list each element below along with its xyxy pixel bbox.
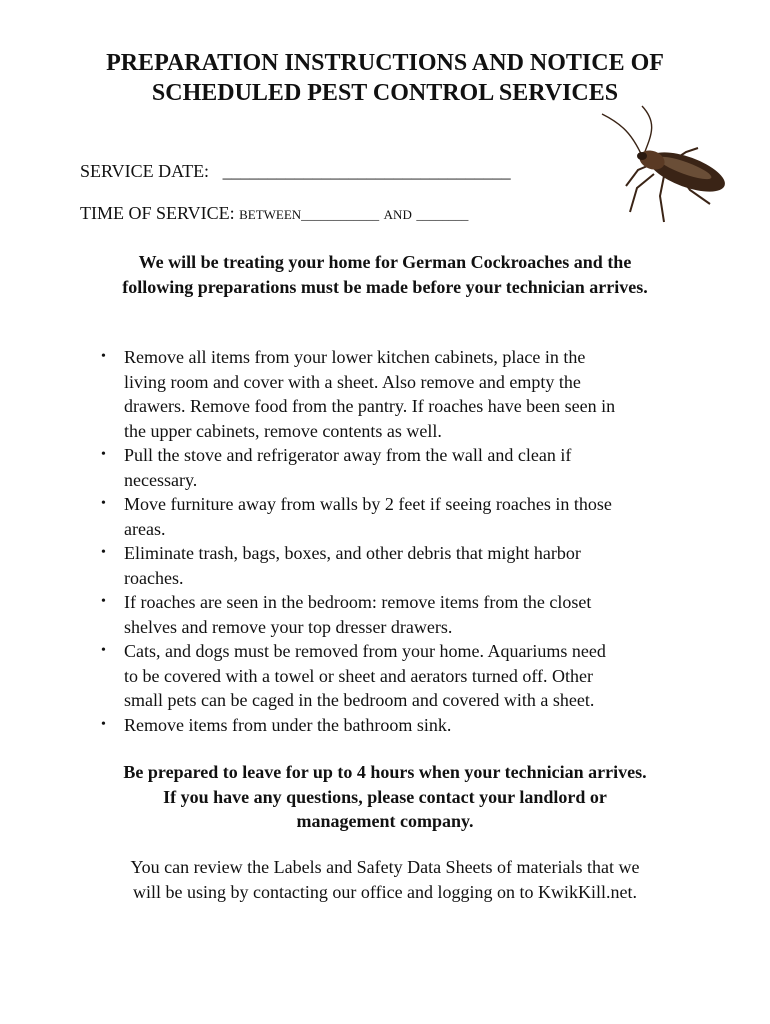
time-of-service-label: TIME OF SERVICE:: [80, 203, 235, 223]
list-item: [101, 443, 694, 492]
title-line-1: PREPARATION INSTRUCTIONS AND NOTICE OF: [106, 50, 664, 76]
closing-notice: [50, 760, 720, 834]
list-item-line: Cats, and dogs must be removed from your home. Aquariums need: [124, 641, 606, 661]
review-line-1: You can review the Labels and Safety Data Sheets of materials that we: [130, 857, 640, 877]
title-line-2: SCHEDULED PEST CONTROL SERVICES: [151, 80, 619, 106]
list-item-line: Remove all items from your lower kitchen cabinets, place in the: [124, 347, 586, 367]
list-item-line: Remove items from under the bathroom sink.: [124, 714, 452, 735]
between-blank: ____________: [301, 207, 380, 222]
list-item: [101, 590, 694, 639]
bullet-icon: •: [101, 545, 106, 560]
treatment-intro: [60, 250, 710, 300]
list-item-line: drawers. Remove food from the pantry. If roaches have been seen in: [124, 396, 616, 416]
closing-line-1: Be prepared to leave for up to 4 hours when your technician arrives.: [123, 762, 647, 782]
bullet-icon: •: [101, 447, 106, 462]
list-item-line: small pets can be caged in the bedroom and covered with a sheet.: [124, 690, 595, 710]
list-item-line: Eliminate trash, bags, boxes, and other debris that might harbor: [124, 543, 581, 563]
and-blank: ________: [416, 207, 469, 222]
list-item-line: Move furniture away from walls by 2 feet if seeing roaches in those: [124, 494, 612, 514]
intro-line-2: following preparations must be made before your technician arrives.: [122, 277, 648, 297]
between-label: BETWEEN: [239, 207, 302, 222]
list-item-line: to be covered with a towel or sheet and aerators turned off. Other: [124, 665, 593, 686]
list-item: [101, 639, 694, 713]
preparation-list: [101, 345, 694, 737]
time-of-service-field: [80, 203, 468, 224]
service-date-field: [80, 161, 511, 182]
list-item-line: the upper cabinets, remove contents as well.: [124, 420, 442, 441]
list-item-line: roaches.: [124, 567, 184, 588]
review-line-2: will be using by contacting our office and logging on to KwikKill.net.: [132, 882, 638, 902]
list-item: [101, 345, 694, 443]
list-item: [101, 541, 694, 590]
list-item-line: necessary.: [124, 469, 198, 490]
list-item-line: Pull the stove and refrigerator away from the wall and clean if: [124, 445, 572, 465]
intro-line-1: We will be treating your home for German Cockroaches and the: [138, 252, 632, 272]
list-item-line: If roaches are seen in the bedroom: remove items from the closet: [124, 592, 592, 612]
sds-review-note: [50, 855, 720, 905]
service-date-blank: ________________________________: [222, 161, 511, 181]
bullet-icon: •: [101, 594, 106, 609]
bullet-icon: •: [101, 349, 106, 364]
bullet-icon: •: [101, 643, 106, 658]
document-title: [40, 48, 730, 108]
list-item: [101, 713, 694, 738]
bullet-icon: •: [101, 496, 106, 511]
service-date-label: SERVICE DATE:: [80, 161, 210, 181]
bullet-icon: •: [101, 716, 106, 732]
closing-line-2: If you have any questions, please contact your landlord or: [163, 786, 607, 807]
list-item-line: shelves and remove your top dresser drawers.: [124, 616, 453, 637]
list-item: [101, 492, 694, 541]
closing-line-3: management company.: [296, 811, 474, 831]
list-item-line: areas.: [124, 518, 166, 539]
cockroach-icon: [582, 104, 732, 226]
and-label: AND: [383, 207, 412, 222]
list-item-line: living room and cover with a sheet. Also remove and empty the: [124, 371, 581, 392]
